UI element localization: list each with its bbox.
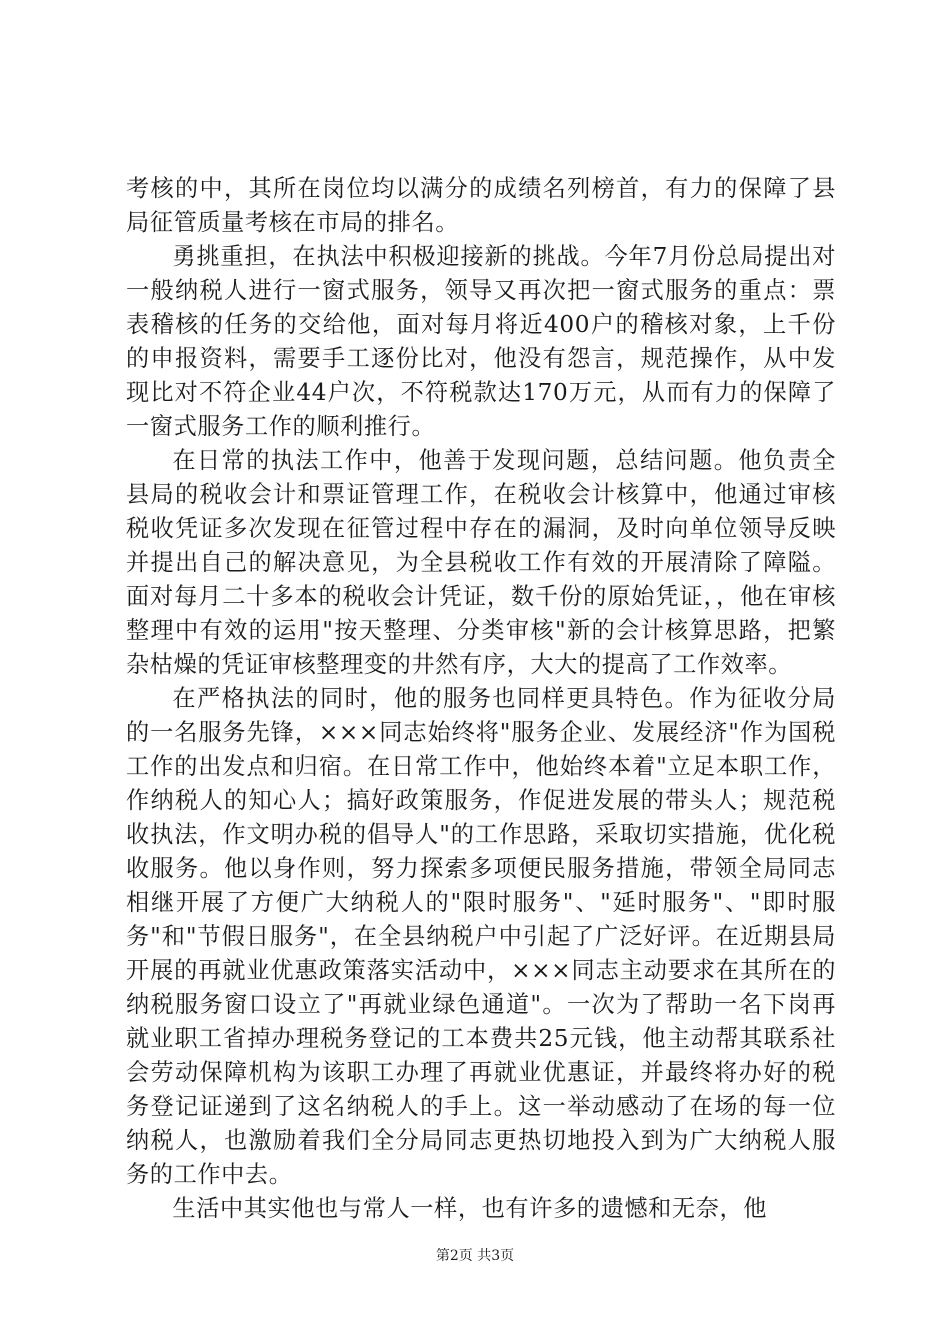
paragraph-5: 生活中其实他也与常人一样，也有许多的遗憾和无奈，他 [172,1195,768,1222]
paragraph-3: 在日常的执法工作中，他善于发现问题，总结问题。他负责全县局的税收会计和票证管理工作，在税收会计核算中，他通过审核税收凭证多次发现在征管过程中存在的漏洞，及时向单位领导反映并提出自己的解决意见，为全县税收工作有效的开展清除了障隘。面对每月二十多本的税收会计凭证，数千份的原始凭证，，他在审核整理中有效的运用"按天整理、分类审核"新的会计核算思路，把繁杂枯燥的凭证审核整理变的井然有序，大大的提高了工作效率。 [126,447,836,678]
paragraph-4: 在严格执法的同时，他的服务也同样更具特色。作为征收分局的一名服务先锋，×××同志始终将"服务企业、发展经济"作为国税工作的出发点和归宿。在日常工作中，他始终本着"立足本职工作，作纳税人的知心人；搞好政策服务，作促进发展的带头人；规范税收执法，作文明办税的倡导人"的工作思路，采取切实措施，优化税收服务。他以身作则，努力探索多项便民服务措施，带领全局同志相继开展了方便广大纳税人的"限时服务"、"延时服务"、"即时服务"和"节假日服务"，在全县纳税户中引起了广泛好评。在近期县局开展的再就业优惠政策落实活动中，×××同志主动要求在其所在的纳税服务窗口设立了"再就业绿色通道"。一次为了帮助一名下岗再就业职工省掉办理税务登记的工本费共25元钱，他主动帮其联系社会劳动保障机构为该职工办理了再就业优惠证，并最终将办好的税务登记证递到了这名纳税人的手上。这一举动感动了在场的每一位纳税人，也激励着我们全分局同志更热切地投入到为广大纳税人服务的工作中去。 [126,685,836,1188]
document-body [126,172,836,1226]
page-footer: 第2页 共3页 [435,1248,515,1264]
paragraph-2: 勇挑重担，在执法中积极迎接新的挑战。今年7月份总局提出对一般纳税人进行一窗式服务，领导又再次把一窗式服务的重点：票表稽核的任务的交给他，面对每月将近400户的稽核对象，上千份的申报资料，需要手工逐份比对，他没有怨言，规范操作，从中发现比对不符企业44户次，不符税款达170万元，从而有力的保障了一窗式服务工作的顺利推行。 [126,243,836,440]
paragraph-1: 考核的中，其所在岗位均以满分的成绩名列榜首，有力的保障了县局征管质量考核在市局的排名。 [126,175,836,236]
